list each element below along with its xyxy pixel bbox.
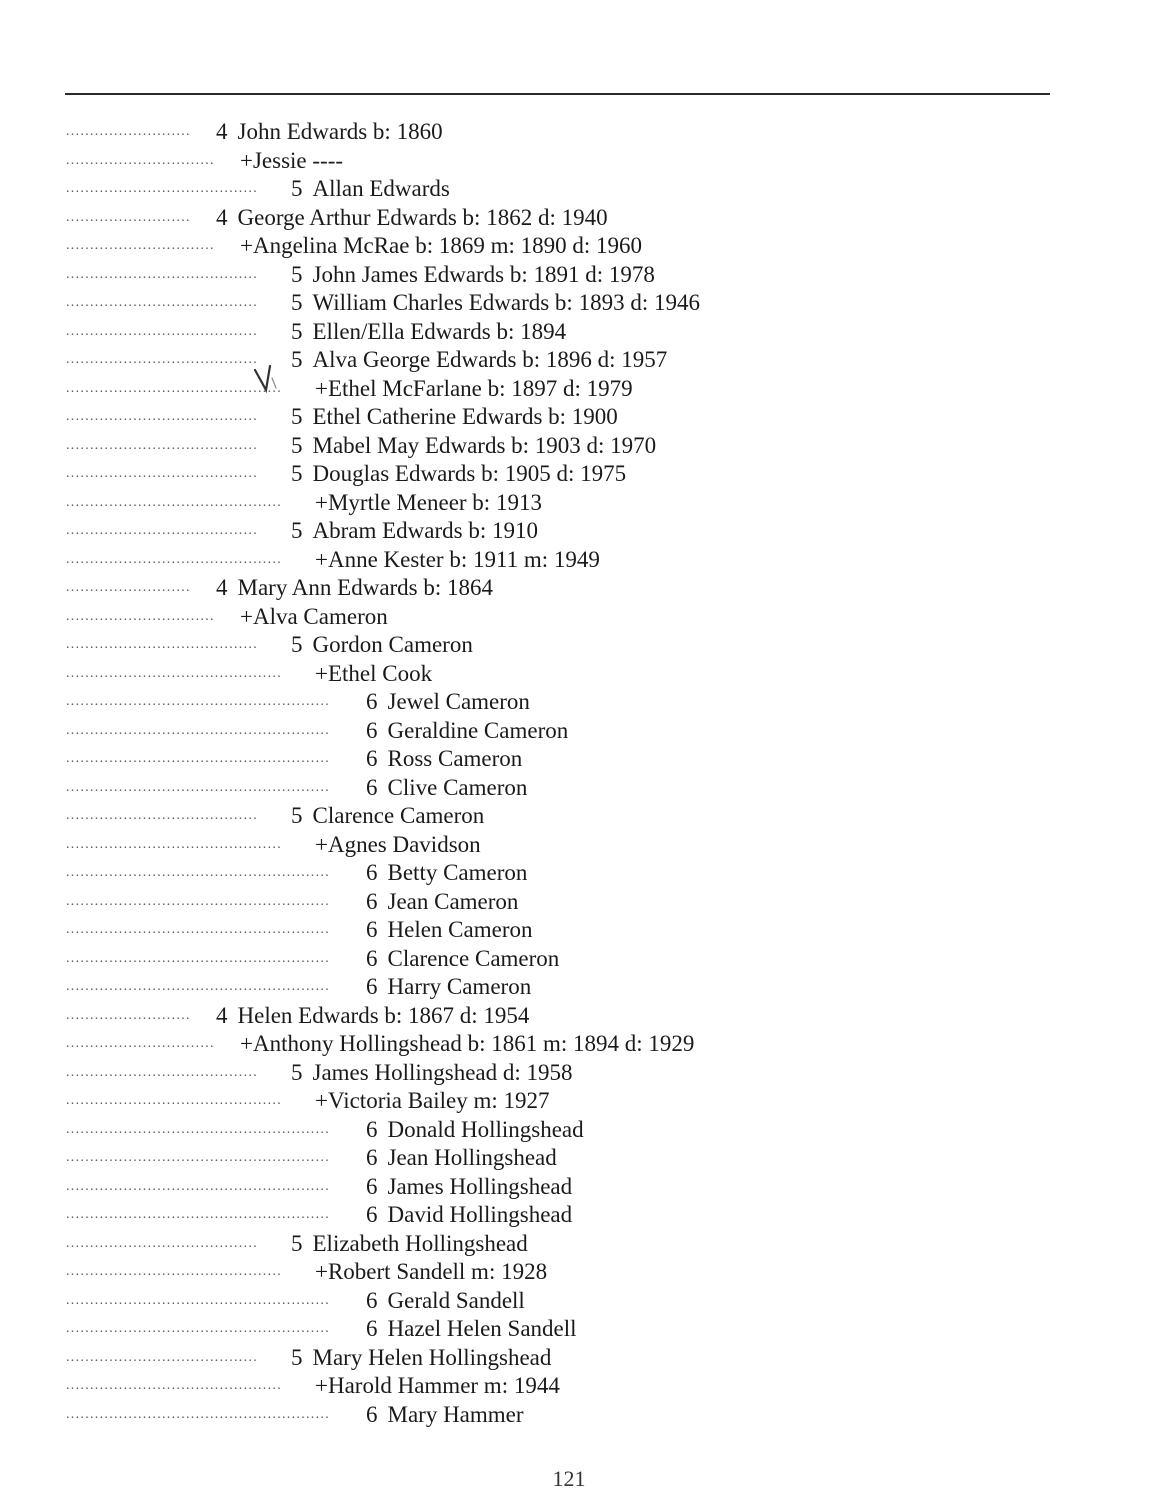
leader-dots: ....................................................... — [66, 1207, 330, 1222]
generation-number: 6 — [366, 860, 378, 885]
generation-number: 6 — [366, 917, 378, 942]
person-details: Ross Cameron — [387, 746, 523, 771]
person-details: Mary Hammer — [387, 1401, 524, 1427]
entry-text — [366, 1201, 572, 1230]
pencil-checkmark-icon — [252, 362, 280, 396]
person-details: +Ethel Cook — [315, 660, 433, 686]
entry-text — [366, 859, 527, 888]
entry-text — [366, 888, 518, 917]
person-details: Mabel May Edwards b: 1903 d: 1970 — [312, 432, 657, 458]
generation-number: 6 — [366, 1173, 378, 1199]
entry-row — [0, 318, 1168, 347]
entry-text — [366, 1287, 525, 1316]
entry-row — [0, 1258, 1168, 1287]
person-details: Allan Edwards — [312, 176, 450, 201]
leader-dots: ........................................ — [66, 352, 258, 367]
leader-dots: ....................................................... — [66, 694, 330, 709]
leader-dots: ........................................ — [66, 437, 258, 453]
entry-row — [0, 888, 1168, 917]
leader-dots: ........................................ — [66, 181, 258, 196]
entry-row — [0, 175, 1168, 204]
entry-text — [240, 147, 343, 176]
leader-dots: ............................................. — [66, 1264, 282, 1279]
entry-row — [0, 831, 1168, 860]
entry-row — [0, 1059, 1168, 1088]
leader-dots: ........................................ — [66, 637, 258, 652]
entry-row — [0, 1144, 1168, 1173]
leader-dots: ........................................ — [66, 1349, 258, 1365]
person-details: +Agnes Davidson — [315, 831, 481, 857]
person-details: Douglas Edwards b: 1905 d: 1975 — [312, 461, 627, 486]
leader-dots: .......................... — [66, 209, 191, 225]
entry-row — [0, 289, 1168, 318]
leader-dots: .......................... — [66, 124, 191, 139]
person-details: George Arthur Edwards b: 1862 d: 1940 — [237, 204, 608, 230]
entry-row — [0, 118, 1168, 147]
person-details: Ellen/Ella Edwards b: 1894 — [312, 318, 567, 344]
entry-row — [0, 802, 1168, 831]
person-details: Donald Hollingshead — [387, 1116, 584, 1142]
leader-dots: ............................... — [66, 152, 215, 168]
person-details: John Edwards b: 1860 — [237, 119, 443, 144]
entry-text — [315, 660, 432, 689]
entry-row — [0, 375, 1168, 404]
person-details: James Hollingshead — [387, 1173, 573, 1199]
entry-row — [0, 517, 1168, 546]
person-details: David Hollingshead — [387, 1202, 573, 1227]
person-details: Gerald Sandell — [387, 1287, 525, 1313]
person-details: +Angelina McRae b: 1869 m: 1890 d: 1960 — [240, 233, 643, 258]
generation-number: 4 — [216, 204, 228, 230]
leader-dots: ....................................................... — [66, 722, 330, 738]
entry-text — [240, 1030, 694, 1059]
entry-row — [0, 660, 1168, 689]
entry-row — [0, 603, 1168, 632]
person-details: Abram Edwards b: 1910 — [312, 518, 538, 543]
person-details: +Victoria Bailey m: 1927 — [315, 1088, 550, 1113]
header-rule — [65, 93, 1050, 95]
entry-text — [291, 1230, 528, 1259]
entry-row — [0, 432, 1168, 461]
leader-dots: ............................................. — [66, 665, 282, 681]
entry-text — [291, 432, 656, 461]
entry-text — [315, 489, 542, 518]
entry-text — [216, 204, 608, 233]
entry-row — [0, 1116, 1168, 1145]
generation-number: 5 — [291, 404, 303, 429]
person-details: Hazel Helen Sandell — [387, 1316, 577, 1341]
leader-dots: ........................................ — [66, 1235, 258, 1251]
entry-text — [291, 318, 566, 347]
entry-row — [0, 1287, 1168, 1316]
generation-number: 6 — [366, 1145, 378, 1170]
leader-dots: ........................................ — [66, 808, 258, 823]
leader-dots: ........................................ — [66, 295, 258, 310]
leader-dots: ............................................. — [66, 1378, 282, 1393]
generation-number: 5 — [291, 261, 303, 287]
entry-text — [291, 802, 484, 831]
leader-dots: ....................................................... — [66, 1406, 330, 1422]
person-details: Ethel Catherine Edwards b: 1900 — [312, 404, 618, 429]
entry-row — [0, 1372, 1168, 1401]
entry-row — [0, 147, 1168, 176]
leader-dots: ....................................................... — [66, 1292, 330, 1308]
person-details: +Alva Cameron — [240, 603, 388, 629]
entry-row — [0, 1087, 1168, 1116]
entry-row — [0, 346, 1168, 375]
generation-number: 5 — [291, 1344, 303, 1370]
leader-dots: ............................... — [66, 608, 215, 624]
leader-dots: ........................................ — [66, 466, 258, 481]
person-details: Elizabeth Hollingshead — [312, 1230, 528, 1256]
entry-row — [0, 774, 1168, 803]
entry-row — [0, 717, 1168, 746]
leader-dots: ....................................................... — [66, 979, 330, 994]
leader-dots: ....................................................... — [66, 893, 330, 909]
person-details: Alva George Edwards b: 1896 d: 1957 — [312, 347, 668, 372]
entry-row — [0, 460, 1168, 489]
leader-dots: .......................... — [66, 580, 191, 595]
page-number: 121 — [552, 1466, 586, 1491]
leader-dots: ....................................................... — [66, 865, 330, 880]
leader-dots: ........................................ — [66, 266, 258, 282]
person-details: Geraldine Cameron — [387, 717, 569, 743]
entry-text — [366, 916, 532, 945]
person-details: +Anne Kester b: 1911 m: 1949 — [315, 546, 600, 572]
leader-dots: ....................................................... — [66, 751, 330, 766]
entry-row — [0, 973, 1168, 1002]
leader-dots: ....................................................... — [66, 950, 330, 966]
leader-dots: ........................................ — [66, 523, 258, 538]
leader-dots: ........................................ — [66, 323, 258, 339]
entry-text — [366, 745, 522, 774]
entry-text — [366, 973, 531, 1002]
entry-text — [216, 1002, 529, 1031]
leader-dots: .......................... — [66, 1007, 191, 1023]
person-details: Betty Cameron — [387, 860, 528, 885]
generation-number: 6 — [366, 1287, 378, 1313]
person-details: Jewel Cameron — [387, 689, 530, 714]
generation-number: 5 — [291, 1059, 303, 1085]
leader-dots: ........................................ — [66, 409, 258, 424]
entry-text — [366, 688, 530, 717]
generation-number: 5 — [291, 803, 303, 828]
person-details: +Jessie ---- — [240, 147, 344, 173]
person-details: +Myrtle Meneer b: 1913 — [315, 489, 542, 515]
entry-text — [240, 232, 642, 261]
generation-number: 6 — [366, 1401, 378, 1427]
leader-dots: ............................................. — [66, 551, 282, 567]
person-details: Clarence Cameron — [387, 945, 560, 971]
generation-number: 6 — [366, 945, 378, 971]
entry-row — [0, 745, 1168, 774]
entry-row — [0, 1002, 1168, 1031]
generation-number: 6 — [366, 746, 378, 771]
generation-number: 6 — [366, 774, 378, 800]
leader-dots: ............................................. — [66, 836, 282, 852]
leader-dots: ........................................ — [66, 1064, 258, 1080]
entry-row — [0, 232, 1168, 261]
entry-row — [0, 546, 1168, 575]
generation-number: 4 — [216, 119, 228, 144]
leader-dots: ............................................. — [66, 1093, 282, 1108]
leader-dots: ............................................. — [66, 380, 282, 396]
person-details: Mary Helen Hollingshead — [312, 1344, 552, 1370]
leader-dots: ............................................. — [66, 494, 282, 510]
leader-dots: ....................................................... — [66, 1321, 330, 1336]
entry-text — [366, 1144, 557, 1173]
entry-text — [291, 517, 538, 546]
entry-text — [291, 175, 450, 204]
leader-dots: ....................................................... — [66, 922, 330, 937]
person-details: William Charles Edwards b: 1893 d: 1946 — [312, 290, 700, 315]
person-details: James Hollingshead d: 1958 — [312, 1059, 573, 1085]
entry-text — [291, 1344, 551, 1373]
entry-text — [366, 1315, 577, 1344]
entry-text — [366, 1173, 572, 1202]
entry-text — [366, 1116, 584, 1145]
entry-text — [216, 118, 443, 147]
person-details: Clarence Cameron — [312, 803, 485, 828]
generation-number: 5 — [291, 518, 303, 543]
entry-text — [216, 574, 493, 603]
entry-row — [0, 489, 1168, 518]
descendant-list — [0, 118, 1168, 1429]
generation-number: 5 — [291, 347, 303, 372]
generation-number: 6 — [366, 1116, 378, 1142]
person-details: Jean Cameron — [387, 888, 519, 914]
generation-number: 4 — [216, 575, 228, 600]
entry-text — [366, 774, 527, 803]
entry-text — [315, 1372, 560, 1401]
leader-dots: ............................... — [66, 238, 215, 253]
entry-text — [291, 460, 626, 489]
entry-text — [291, 346, 667, 375]
person-details: Helen Cameron — [387, 917, 533, 942]
entry-text — [315, 546, 600, 575]
entry-row — [0, 1344, 1168, 1373]
entry-text — [291, 631, 473, 660]
generation-number: 5 — [291, 318, 303, 344]
entry-text — [291, 403, 618, 432]
leader-dots: ....................................................... — [66, 1150, 330, 1165]
entry-text — [366, 945, 559, 974]
person-details: John James Edwards b: 1891 d: 1978 — [312, 261, 655, 287]
generation-number: 6 — [366, 717, 378, 743]
generation-number: 5 — [291, 632, 303, 657]
entry-text — [291, 261, 655, 290]
entry-text — [366, 717, 568, 746]
generation-number: 5 — [291, 432, 303, 458]
entry-text — [291, 1059, 573, 1088]
entry-text — [315, 1087, 550, 1116]
person-details: +Ethel McFarlane b: 1897 d: 1979 — [315, 375, 633, 401]
entry-row — [0, 688, 1168, 717]
entry-row — [0, 261, 1168, 290]
person-details: +Harold Hammer m: 1944 — [315, 1373, 560, 1398]
entry-row — [0, 859, 1168, 888]
generation-number: 5 — [291, 176, 303, 201]
entry-text — [366, 1401, 524, 1430]
entry-text — [315, 831, 481, 860]
entry-text — [291, 289, 700, 318]
generation-number: 5 — [291, 461, 303, 486]
entry-row — [0, 1173, 1168, 1202]
entry-row — [0, 1230, 1168, 1259]
entry-row — [0, 403, 1168, 432]
person-details: Mary Ann Edwards b: 1864 — [237, 575, 494, 600]
generation-number: 4 — [216, 1002, 228, 1028]
entry-row — [0, 1401, 1168, 1430]
generation-number: 5 — [291, 290, 303, 315]
person-details: Harry Cameron — [387, 974, 532, 999]
generation-number: 6 — [366, 974, 378, 999]
entry-row — [0, 916, 1168, 945]
leader-dots: ....................................................... — [66, 779, 330, 795]
person-details: +Robert Sandell m: 1928 — [315, 1259, 548, 1284]
entry-row — [0, 631, 1168, 660]
entry-row — [0, 1030, 1168, 1059]
generation-number: 5 — [291, 1230, 303, 1256]
leader-dots: ....................................................... — [66, 1178, 330, 1194]
entry-text — [315, 1258, 547, 1287]
generation-number: 6 — [366, 689, 378, 714]
entry-text — [240, 603, 388, 632]
person-details: Gordon Cameron — [312, 632, 473, 657]
entry-row — [0, 204, 1168, 233]
generation-number: 6 — [366, 1202, 378, 1227]
entry-row — [0, 574, 1168, 603]
entry-row — [0, 1315, 1168, 1344]
person-details: Helen Edwards b: 1867 d: 1954 — [237, 1002, 530, 1028]
person-details: Clive Cameron — [387, 774, 528, 800]
leader-dots: ....................................................... — [66, 1121, 330, 1137]
generation-number: 6 — [366, 1316, 378, 1341]
entry-row — [0, 1201, 1168, 1230]
entry-text — [315, 375, 633, 404]
generation-number: 6 — [366, 888, 378, 914]
person-details: +Anthony Hollingshead b: 1861 m: 1894 d: 1929 — [240, 1031, 695, 1056]
entry-row — [0, 945, 1168, 974]
person-details: Jean Hollingshead — [387, 1145, 557, 1170]
leader-dots: ............................... — [66, 1036, 215, 1051]
